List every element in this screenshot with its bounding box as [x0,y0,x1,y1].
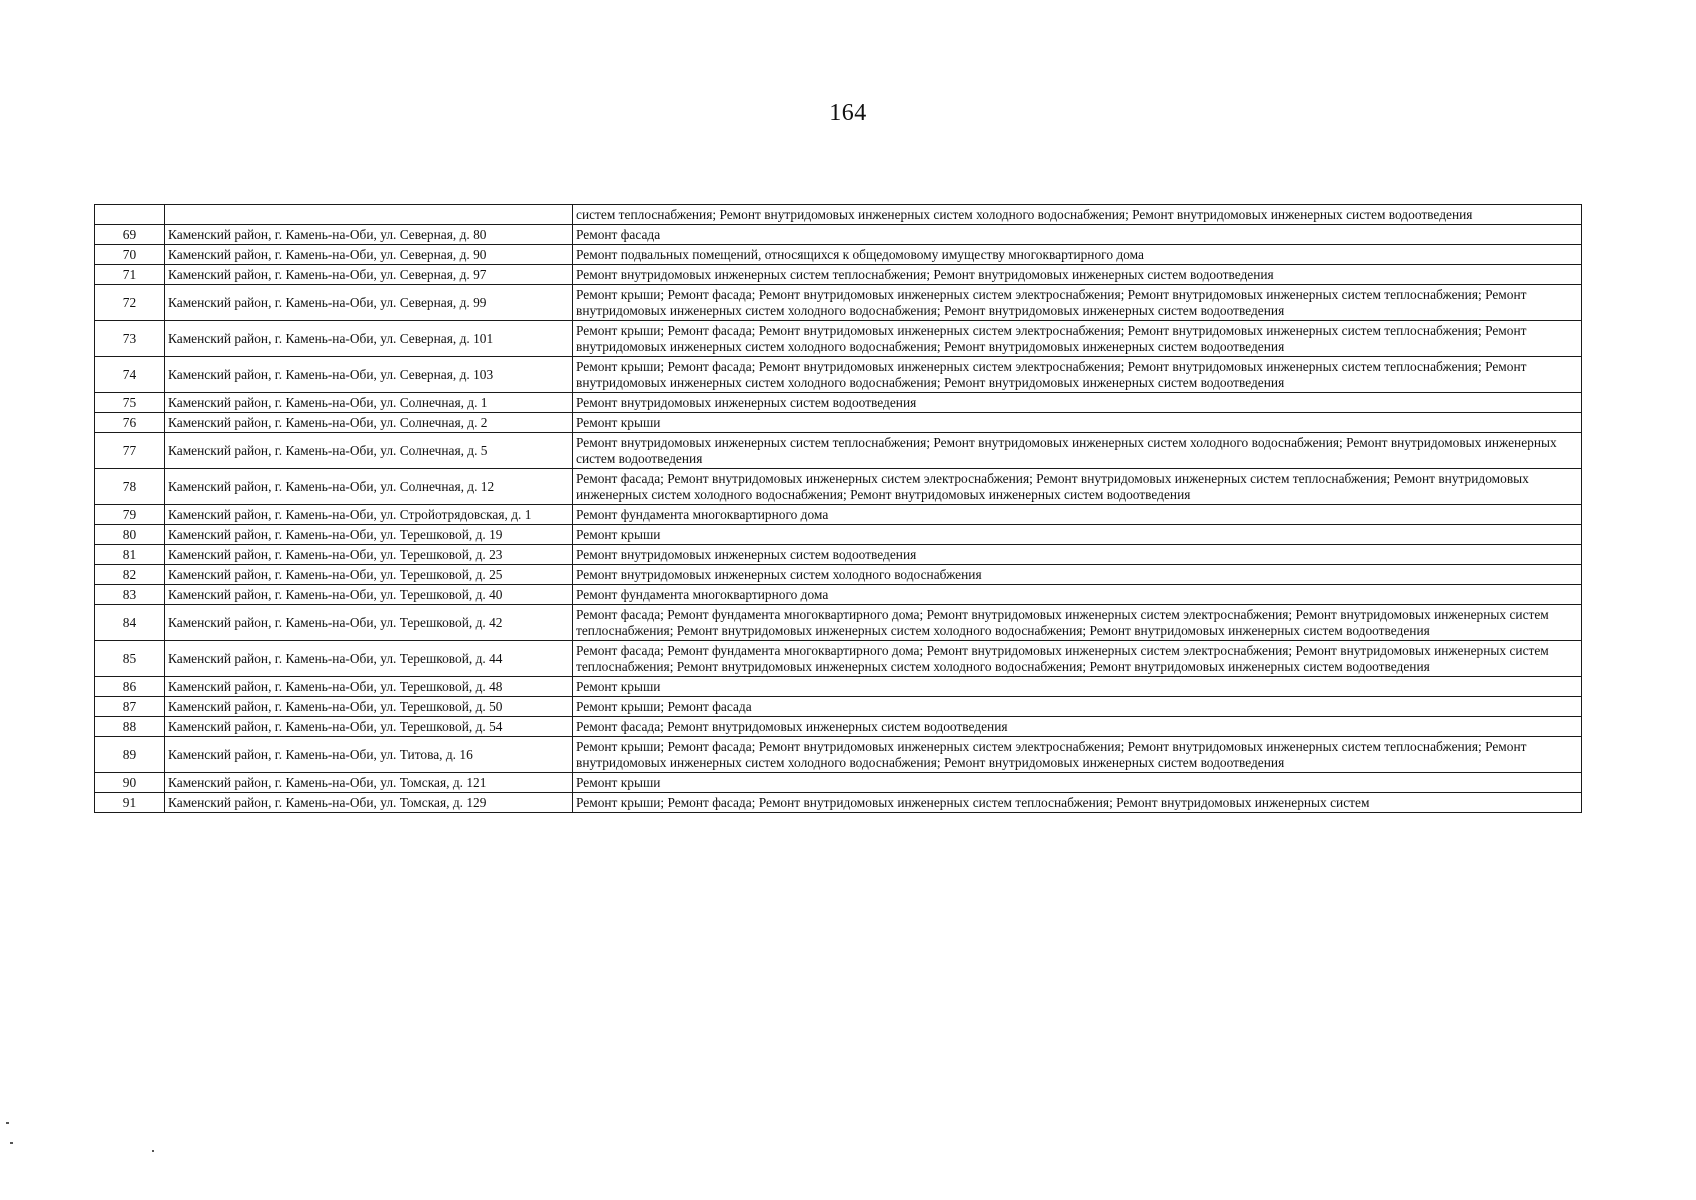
row-works: Ремонт крыши [573,773,1582,793]
repair-works-table [94,204,1582,813]
table-row [95,413,1582,433]
table-row [95,205,1582,225]
table-row [95,641,1582,677]
row-number: 79 [95,505,165,525]
table-row [95,505,1582,525]
row-number: 70 [95,245,165,265]
row-address: Каменский район, г. Камень-на-Оби, ул. Томская, д. 121 [165,773,573,793]
row-address: Каменский район, г. Камень-на-Оби, ул. Терешковой, д. 48 [165,677,573,697]
row-number: 84 [95,605,165,641]
row-number: 87 [95,697,165,717]
table-row [95,737,1582,773]
table-row [95,585,1582,605]
row-address: Каменский район, г. Камень-на-Оби, ул. Солнечная, д. 5 [165,433,573,469]
table-row [95,793,1582,813]
row-number: 69 [95,225,165,245]
row-address: Каменский район, г. Камень-на-Оби, ул. Солнечная, д. 12 [165,469,573,505]
row-address: Каменский район, г. Камень-на-Оби, ул. Терешковой, д. 42 [165,605,573,641]
row-address: Каменский район, г. Камень-на-Оби, ул. Терешковой, д. 50 [165,697,573,717]
row-works: Ремонт фундамента многоквартирного дома [573,585,1582,605]
table-row [95,225,1582,245]
table-row [95,285,1582,321]
row-number: 76 [95,413,165,433]
row-address: Каменский район, г. Камень-на-Оби, ул. Солнечная, д. 2 [165,413,573,433]
row-number: 88 [95,717,165,737]
row-works: Ремонт внутридомовых инженерных систем холодного водоснабжения [573,565,1582,585]
row-works: Ремонт фасада; Ремонт фундамента многоквартирного дома; Ремонт внутридомовых инженерных систем электроснабжения; Ремонт внутридомовых инженерных систем теплоснабжения; Ремонт внутридомовых инженерных систем холодного водоснабжения; Ремонт внутридомовых инженерных систем водоотведения [573,641,1582,677]
row-works: Ремонт подвальных помещений, относящихся к общедомовому имуществу многоквартирного дома [573,245,1582,265]
row-works: Ремонт крыши; Ремонт фасада [573,697,1582,717]
row-address: Каменский район, г. Камень-на-Оби, ул. Томская, д. 129 [165,793,573,813]
row-number: 71 [95,265,165,285]
row-works: Ремонт крыши; Ремонт фасада; Ремонт внутридомовых инженерных систем электроснабжения; Ремонт внутридомовых инженерных систем теплоснабжения; Ремонт внутридомовых инженерных систем холодного водоснабжения; Ремонт внутридомовых инженерных систем водоотведения [573,321,1582,357]
row-number: 85 [95,641,165,677]
row-number [95,205,165,225]
row-works: Ремонт крыши; Ремонт фасада; Ремонт внутридомовых инженерных систем электроснабжения; Ремонт внутридомовых инженерных систем теплоснабжения; Ремонт внутридомовых инженерных систем холодного водоснабжения; Ремонт внутридомовых инженерных систем водоотведения [573,737,1582,773]
row-works: Ремонт фундамента многоквартирного дома [573,505,1582,525]
row-address [165,205,573,225]
page-number: 164 [829,100,867,126]
row-works: Ремонт внутридомовых инженерных систем теплоснабжения; Ремонт внутридомовых инженерных систем холодного водоснабжения; Ремонт внутридомовых инженерных систем водоотведения [573,433,1582,469]
row-number: 89 [95,737,165,773]
row-address: Каменский район, г. Камень-на-Оби, ул. Северная, д. 90 [165,245,573,265]
row-number: 82 [95,565,165,585]
row-number: 78 [95,469,165,505]
row-number: 73 [95,321,165,357]
row-works: Ремонт фасада; Ремонт фундамента многоквартирного дома; Ремонт внутридомовых инженерных систем электроснабжения; Ремонт внутридомовых инженерных систем теплоснабжения; Ремонт внутридомовых инженерных систем холодного водоснабжения; Ремонт внутридомовых инженерных систем водоотведения [573,605,1582,641]
row-number: 83 [95,585,165,605]
row-address: Каменский район, г. Камень-на-Оби, ул. Северная, д. 103 [165,357,573,393]
table-row [95,393,1582,413]
table-row [95,773,1582,793]
table-row [95,525,1582,545]
table-row [95,245,1582,265]
row-address: Каменский район, г. Камень-на-Оби, ул. Терешковой, д. 23 [165,545,573,565]
row-number: 86 [95,677,165,697]
row-works: Ремонт крыши; Ремонт фасада; Ремонт внутридомовых инженерных систем электроснабжения; Ремонт внутридомовых инженерных систем теплоснабжения; Ремонт внутридомовых инженерных систем холодного водоснабжения; Ремонт внутридомовых инженерных систем водоотведения [573,285,1582,321]
row-works: Ремонт крыши [573,525,1582,545]
row-number: 90 [95,773,165,793]
row-number: 72 [95,285,165,321]
scan-speck [152,1150,154,1152]
row-works: Ремонт внутридомовых инженерных систем теплоснабжения; Ремонт внутридомовых инженерных систем водоотведения [573,265,1582,285]
row-address: Каменский район, г. Камень-на-Оби, ул. Терешковой, д. 44 [165,641,573,677]
row-number: 91 [95,793,165,813]
row-works: Ремонт фасада; Ремонт внутридомовых инженерных систем водоотведения [573,717,1582,737]
row-works: Ремонт крыши [573,677,1582,697]
table-body [95,205,1582,813]
row-works: Ремонт крыши [573,413,1582,433]
table-row [95,717,1582,737]
row-address: Каменский район, г. Камень-на-Оби, ул. Солнечная, д. 1 [165,393,573,413]
row-address: Каменский район, г. Камень-на-Оби, ул. Северная, д. 99 [165,285,573,321]
table-row [95,433,1582,469]
row-works: Ремонт крыши; Ремонт фасада; Ремонт внутридомовых инженерных систем электроснабжения; Ремонт внутридомовых инженерных систем теплоснабжения; Ремонт внутридомовых инженерных систем холодного водоснабжения; Ремонт внутридомовых инженерных систем водоотведения [573,357,1582,393]
table-row [95,605,1582,641]
row-address: Каменский район, г. Камень-на-Оби, ул. Стройотрядовская, д. 1 [165,505,573,525]
scan-speck [10,1142,13,1144]
row-number: 75 [95,393,165,413]
row-number: 74 [95,357,165,393]
row-address: Каменский район, г. Камень-на-Оби, ул. Терешковой, д. 54 [165,717,573,737]
row-works: Ремонт внутридомовых инженерных систем водоотведения [573,393,1582,413]
row-address: Каменский район, г. Камень-на-Оби, ул. Титова, д. 16 [165,737,573,773]
table-row [95,321,1582,357]
row-address: Каменский район, г. Камень-на-Оби, ул. Терешковой, д. 19 [165,525,573,545]
table-row [95,357,1582,393]
row-address: Каменский район, г. Камень-на-Оби, ул. Северная, д. 97 [165,265,573,285]
row-address: Каменский район, г. Камень-на-Оби, ул. Северная, д. 80 [165,225,573,245]
row-works: Ремонт внутридомовых инженерных систем водоотведения [573,545,1582,565]
table-row [95,697,1582,717]
table-row [95,469,1582,505]
row-number: 77 [95,433,165,469]
row-address: Каменский район, г. Камень-на-Оби, ул. Терешковой, д. 25 [165,565,573,585]
row-works: систем теплоснабжения; Ремонт внутридомовых инженерных систем холодного водоснабжения; Ремонт внутридомовых инженерных систем водоотведения [573,205,1582,225]
table-row [95,565,1582,585]
row-address: Каменский район, г. Камень-на-Оби, ул. Северная, д. 101 [165,321,573,357]
row-address: Каменский район, г. Камень-на-Оби, ул. Терешковой, д. 40 [165,585,573,605]
table-row [95,265,1582,285]
row-number: 81 [95,545,165,565]
row-works: Ремонт крыши; Ремонт фасада; Ремонт внутридомовых инженерных систем теплоснабжения; Ремонт внутридомовых инженерных систем [573,793,1582,813]
table-row [95,545,1582,565]
table-row [95,677,1582,697]
row-number: 80 [95,525,165,545]
row-works: Ремонт фасада [573,225,1582,245]
scan-speck [6,1122,9,1124]
row-works: Ремонт фасада; Ремонт внутридомовых инженерных систем электроснабжения; Ремонт внутридомовых инженерных систем теплоснабжения; Ремонт внутридомовых инженерных систем холодного водоснабжения; Ремонт внутридомовых инженерных систем водоотведения [573,469,1582,505]
